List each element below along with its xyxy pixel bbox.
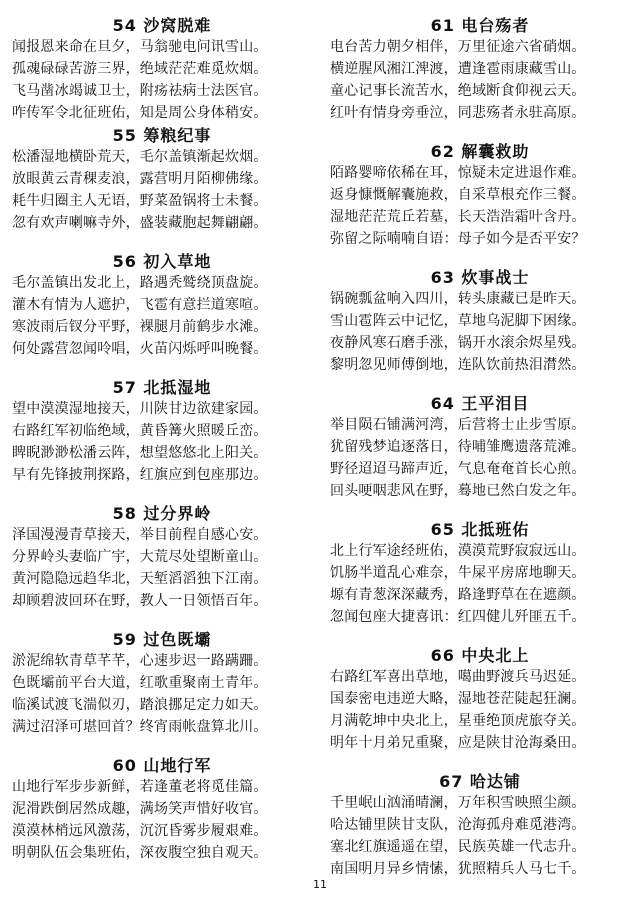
poem-line: 睥睨渺渺松潘云阵，想望悠悠北上阳关。: [12, 445, 268, 461]
poem-line: 闻报恩来命在旦夕，马翁驰电问讯雪山。: [12, 39, 268, 55]
poem-title: 55 筹粮纪事: [112, 126, 212, 145]
poem-title: 58 过分界岭: [112, 504, 212, 523]
poem-line: 右路红军初临绝域，黄昏篝火照暖丘峦。: [12, 423, 268, 439]
poem-64: [330, 394, 630, 502]
poem-line: 横逆腥风湘江渒渡，遭逢雹雨康藏雪山。: [330, 61, 586, 77]
poem-54: [12, 16, 312, 124]
poem-66: [330, 646, 630, 754]
poem-line: 孤魂碌碌苦游三界，绝域茫茫难觅炊烟。: [12, 61, 268, 77]
poem-line: 满过沼泽可堪回首？终宵雨帐盘算北川。: [12, 719, 268, 735]
poem-57: [12, 378, 312, 486]
poem-title: 61 电台殇者: [430, 16, 530, 35]
poem-line: 忽有欢声喇嘛寺外，盛装藏胞起舞翩翩。: [12, 215, 268, 231]
poem-line: 举目陨石铺满河湾，后营将士止步雪原。: [330, 417, 586, 433]
poem-line: 黄河隐隐远趋华北，天堑滔滔独下江南。: [12, 571, 268, 587]
poem-line: 塞北红旗遥遥在望，民族英雄一代志升。: [330, 839, 586, 855]
poem-line: 犹留残梦追逐落日，待哺雏鹰遗落荒滩。: [330, 439, 586, 455]
poem-line: 哈达铺里陕甘支队，沧海孤舟难觅港湾。: [330, 817, 586, 833]
poem-line: 咋传军令北征班佑，知是周公身体稍安。: [12, 105, 268, 121]
poem-line: 耗牛归圈主人无语，野菜盈锅将士未餐。: [12, 193, 268, 209]
poem-title: 63 炊事战士: [430, 268, 530, 287]
poem-line: 右路红军喜出草地，噶曲野渡兵马迟延。: [330, 669, 586, 685]
poem-title: 64 王平泪目: [430, 394, 530, 413]
poem-55: [12, 126, 312, 234]
poem-line: 泽国漫漫青草接天，举目前程自感心安。: [12, 527, 268, 543]
poem-line: 山地行军步步新鲜，若逢董老将觅佳篇。: [12, 779, 268, 795]
poem-line: 早有先锋披荆探路，红旗应到包座那边。: [12, 467, 268, 483]
poem-line: 淤泥绵软青草芊芊，心速步迟一路蹒跚。: [12, 653, 268, 669]
poem-59: [12, 630, 312, 738]
poem-line: 塬有青葱深深藏秀，路逢野草在在遮颜。: [330, 587, 586, 603]
poem-line: 灌木有情为人遮护，飞雹有意拦道寒喧。: [12, 297, 268, 313]
poem-line: 弥留之际喃喃自语：母子如今是否平安？: [330, 231, 586, 247]
poem-line: 望中漠漠湿地接天，川陕甘边欲建家园。: [12, 401, 268, 417]
page-number: 11: [313, 878, 327, 891]
poem-63: [330, 268, 630, 376]
poem-line: 陌路婴啼依稀在耳，惊疑未定进退作难。: [330, 165, 586, 181]
poem-56: [12, 252, 312, 360]
poem-line: 黎明忽见师傅倒地，连队饮前热泪潸然。: [330, 357, 586, 373]
poem-line: 夜静风寒石磨手涨，锅开水滚余烬星残。: [330, 335, 586, 351]
poem-line: 野径迢迢马蹄声近，气息奄奄首长心煎。: [330, 461, 586, 477]
poem-line: 饥肠半道乱心难奈，牛屎平房席地聊天。: [330, 565, 586, 581]
poem-line: 明朝队伍会集班佑，深夜腹空独自观天。: [12, 845, 268, 861]
poem-line: 南国明月异乡情愫，犹照精兵人马七千。: [330, 861, 586, 877]
poem-line: 漠漠林梢远风激荡，沉沉昏雾步履艰难。: [12, 823, 268, 839]
poem-61: [330, 16, 630, 124]
poem-line: 色既壩前平台大道，红歌重聚南土青年。: [12, 675, 268, 691]
poem-title: 62 解囊救助: [430, 142, 530, 161]
poem-line: 泥滑跌倒居然成趣，满场笑声惜好收官。: [12, 801, 268, 817]
poem-line: 分界岭头妻临广宇，大荒尽处望断童山。: [12, 549, 268, 565]
poem-title: 66 中央北上: [430, 646, 530, 665]
poem-line: 国泰密电违逆大略，湿地苍茫陡起狂澜。: [330, 691, 586, 707]
poem-line: 湿地茫茫荒丘若墓，长天浩浩霜叶含丹。: [330, 209, 586, 225]
poem-line: 返身慷慨解囊施救，自采草根充作三餐。: [330, 187, 586, 203]
poem-title: 65 北抵班佑: [430, 520, 530, 539]
poem-line: 童心记事长流苦水，绝域断食仰视云天。: [330, 83, 586, 99]
poem-62: [330, 142, 630, 250]
poem-title: 56 初入草地: [112, 252, 212, 271]
poem-67: [330, 772, 630, 880]
poem-line: 寒波雨后钗分平野，裸腿月前鹤步水滩。: [12, 319, 268, 335]
poem-line: 电台苦力朝夕相伴，万里征途六省硝烟。: [330, 39, 586, 55]
poem-title: 57 北抵湿地: [112, 378, 212, 397]
poem-line: 飞马凿冰竭诚卫士，附疡祛病士法医官。: [12, 83, 268, 99]
poem-line: 却顾碧波回环在野，教人一日领悟百年。: [12, 593, 268, 609]
poem-line: 明年十月弟兄重聚，应是陕甘沧海桑田。: [330, 735, 586, 751]
poem-title: 54 沙窝脱难: [112, 16, 212, 35]
poem-title: 67 哈达铺: [439, 772, 521, 791]
poem-58: [12, 504, 312, 612]
poem-line: 雪山雹阵云中记忆，草地乌泥脚下困缘。: [330, 313, 586, 329]
poem-line: 毛尔盖镇出发北上，路遇秃鹫绕顶盘旋。: [12, 275, 268, 291]
poem-title: 60 山地行军: [112, 756, 212, 775]
poem-65: [330, 520, 630, 628]
poem-line: 临溪试渡飞湍似刃，踏浪挪足定力如天。: [12, 697, 268, 713]
poem-line: 何处露营忽闻呤唱，火苗闪烁呼叫晚餐。: [12, 341, 268, 357]
left-column: [12, 16, 312, 864]
poem-line: 北上行军途经班佑，漠漠荒野寂寂远山。: [330, 543, 586, 559]
poem-60: [12, 756, 312, 864]
poem-line: 回头哽咽悲风在野，蓦地已然白发之年。: [330, 483, 586, 499]
right-column: [330, 16, 630, 880]
poem-line: 月满乾坤中央北上，星垂绝顶虎旅夺关。: [330, 713, 586, 729]
poem-title: 59 过色既壩: [112, 630, 212, 649]
poem-line: 忽闻包座大捷喜讯：红四健儿歼匪五千。: [330, 609, 586, 625]
poem-line: 锅碗瓢盆响入四川，转头康藏已是昨天。: [330, 291, 586, 307]
poem-line: 放眼黄云青稞麦浪，露营明月陌柳佛缘。: [12, 171, 268, 187]
poem-line: 红叶有情身旁垂泣，同悲殇者永驻高原。: [330, 105, 586, 121]
poem-line: 千里岷山汹涌晴澜，万年积雪映照尘颜。: [330, 795, 586, 811]
poem-line: 松潘湿地横卧荒天，毛尔盖镇渐起炊烟。: [12, 149, 268, 165]
